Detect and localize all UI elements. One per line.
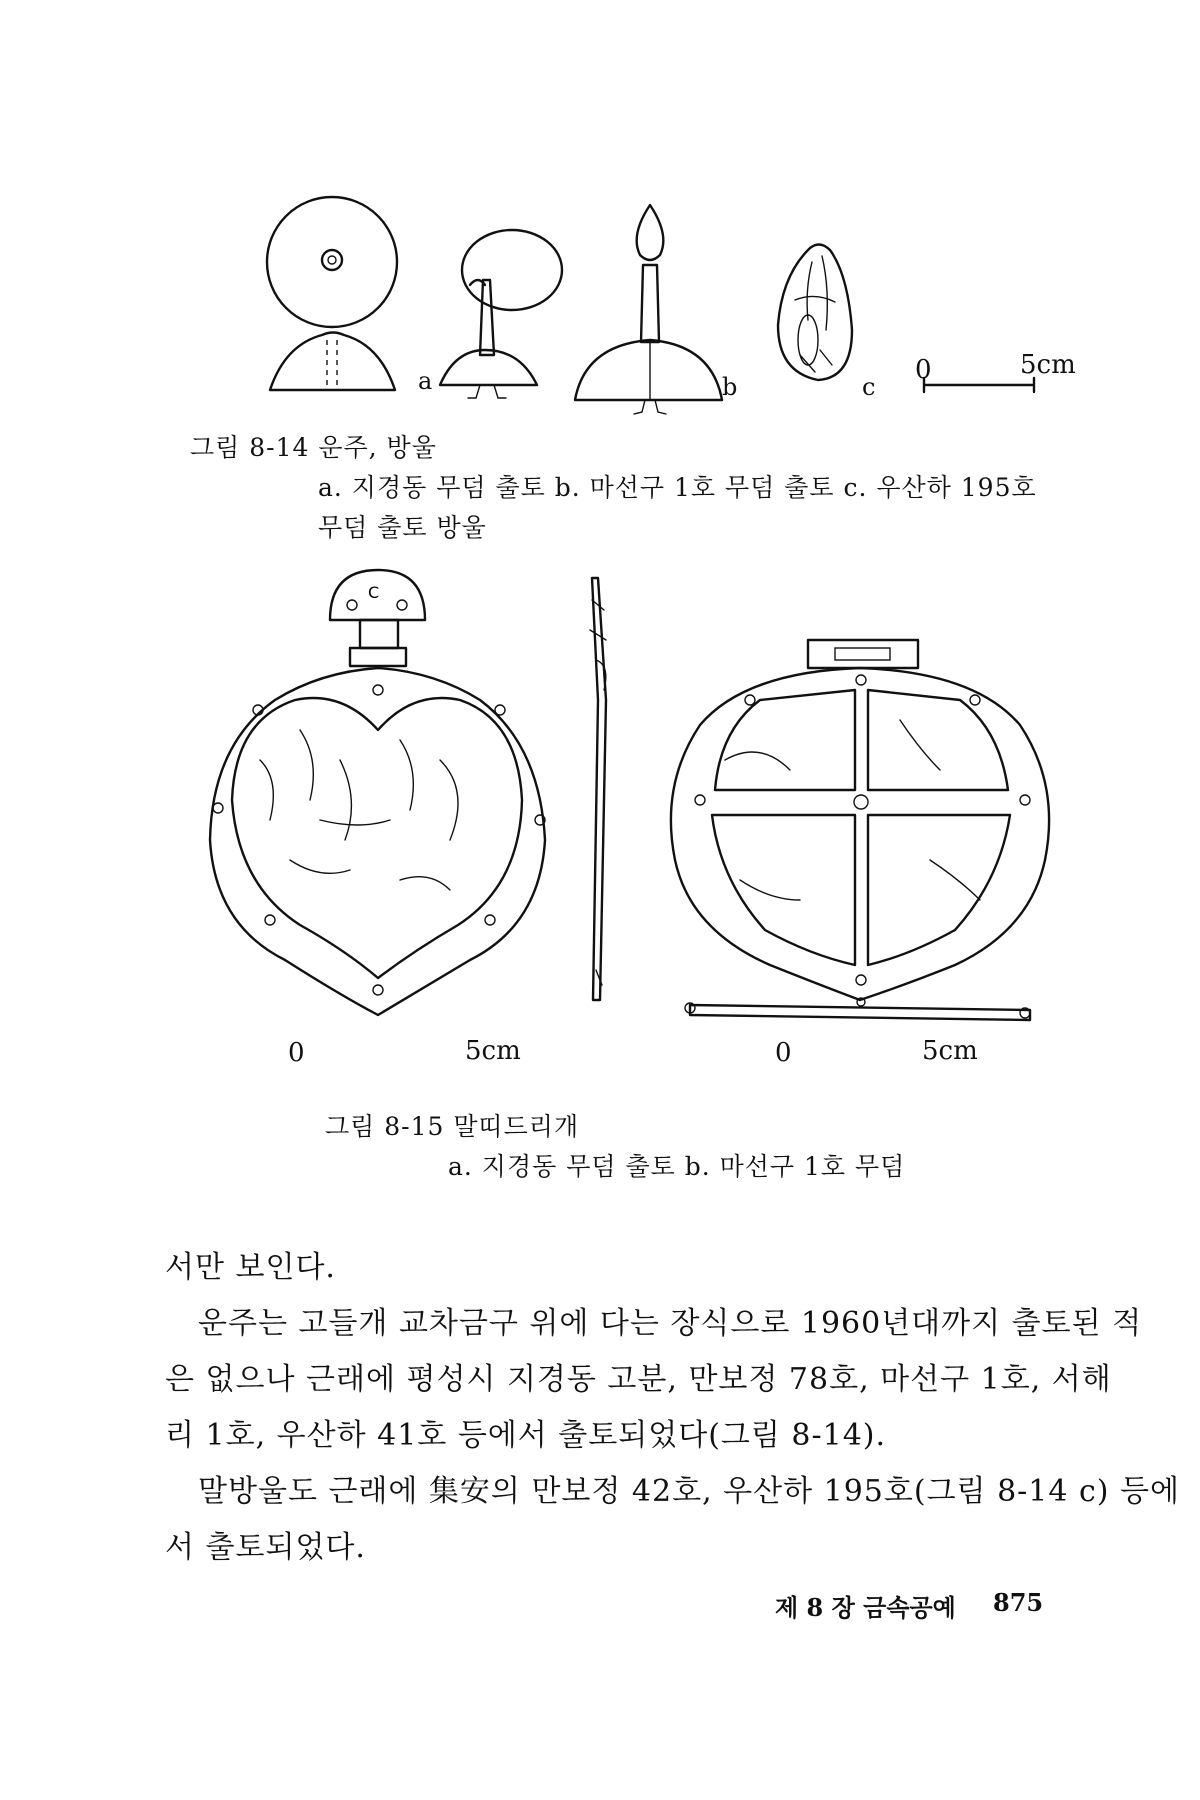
figure-8-14-caption-title: 그림 8-14 운주, 방울 [190, 433, 437, 462]
figure-8-15-scale2-max: 5cm [922, 1036, 978, 1066]
figure-8-15-scale2-zero: 0 [775, 1038, 792, 1068]
bangul-c-drawing [778, 244, 852, 380]
figure-8-15-caption-line1: a. 지경동 무덤 출토 b. 마선구 1호 무덤 [448, 1152, 906, 1181]
figure-8-14-label-a: a [418, 367, 433, 395]
body-line-2: 운주는 고들개 교차금구 위에 다는 장식으로 1960년대까지 출토된 적 [198, 1306, 1143, 1341]
figure-8-14-caption-line2: 무덤 출토 방울 [318, 513, 487, 542]
figure-8-14-label-c: c [862, 373, 876, 401]
footer-chapter: 제 8 장 금속공예 [775, 1593, 956, 1622]
body-line-6: 서 출토되었다. [165, 1530, 366, 1565]
cross-pendant-drawing [671, 640, 1049, 1020]
figure-8-14-scale-max: 5cm [1020, 350, 1076, 380]
figure-8-15-scale1-max: 5cm [465, 1036, 521, 1066]
side-profile-drawing [590, 578, 606, 1000]
figure-8-14-caption-line1: a. 지경동 무덤 출토 b. 마선구 1호 무덤 출토 c. 우산하 195호 [318, 473, 1037, 502]
body-line-3: 은 없으나 근래에 평성시 지경동 고분, 만보정 78호, 마선구 1호, 서해 [165, 1362, 1112, 1397]
figure-8-14-label-b: b [722, 373, 738, 401]
svg-text:C: C [368, 583, 380, 602]
body-line-4: 리 1호, 우산하 41호 등에서 출토되었다(그림 8-14). [165, 1418, 887, 1453]
figure-8-15-scale1-zero: 0 [288, 1038, 305, 1068]
body-line-1: 서만 보인다. [165, 1250, 336, 1285]
figure-8-15-caption-title: 그림 8-15 말띠드리개 [325, 1112, 580, 1141]
unju-a-bell-drawing [440, 230, 562, 398]
heart-pendant-drawing [210, 570, 545, 1015]
figure-8-14-scale-zero: 0 [915, 355, 932, 385]
page-number: 875 [993, 1588, 1044, 1617]
figure-8-15-illustration [0, 560, 1200, 1060]
unju-a-top-view [267, 197, 397, 327]
body-line-5: 말방울도 근래에 集安의 만보정 42호, 우산하 195호(그림 8-14 c) 등에 [198, 1474, 1181, 1509]
figure-8-14-scale-bar [924, 378, 1034, 392]
unju-a-side-view [270, 333, 395, 391]
bangul-b-drawing [575, 205, 722, 414]
